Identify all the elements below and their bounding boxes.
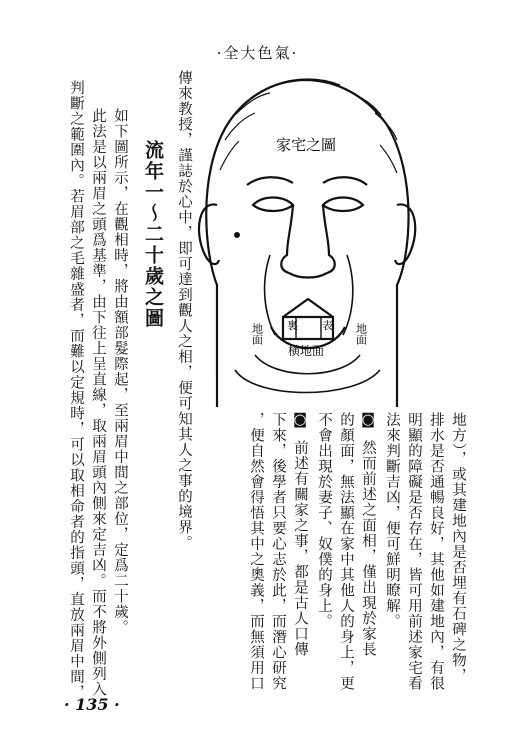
figure-label-left: 地面	[250, 323, 264, 345]
body-marker-1: ◙	[360, 412, 376, 429]
right-text-column: 傳來教授，謹誌於心中，即可達到觀人之相，便可知其人之事的境界。	[176, 70, 192, 551]
body-line-2: 排水是否通暢良好，其他如建地內，有很	[428, 412, 444, 691]
figure-label-bottom: 横地面	[287, 344, 325, 358]
figure-label-right: 地面	[354, 323, 368, 345]
body-line-9: 下來，後學者只要心志於此，而潛心研究	[270, 412, 286, 691]
body-line-3: 明顯的障礙是否存在，皆可用前述家宅看	[406, 412, 422, 691]
lower-line-2: 此法是以兩眉之頭爲基準，由下往上呈直線，取兩眉頭內側來定吉凶。而不將外側列入	[90, 108, 106, 697]
lower-line-1: 如下圖所示，在觀相時，將由額部髮際起，至兩眉中間之部位，定爲二十歲。	[112, 108, 128, 635]
figure-title: 家宅之圖	[275, 136, 337, 154]
body-marker-2: ◙	[292, 412, 308, 429]
face-illustration	[175, 55, 437, 410]
figure-label-inner: 裏	[287, 319, 298, 332]
body-line-4: 法來判斷吉凶，便可鮮明瞭解。	[384, 412, 400, 629]
figure-label-outer: 表	[322, 319, 333, 332]
page-number: · 135 ·	[64, 695, 120, 714]
body-line-5: 然而前述之面相，僅出現於家長	[360, 440, 376, 657]
section-title: 流年一～二十歲之圖	[142, 140, 164, 329]
body-line-8: 前述有關家之事，都是古人口傳	[292, 440, 308, 657]
body-line-7: 不會出現於妻子、奴僕的身上。	[316, 412, 332, 629]
running-header: ·全大色氣·	[216, 44, 299, 62]
body-line-6: 的顏面，無法顯在家中其他人的身上，更	[338, 412, 354, 691]
lower-line-3: 判斷之範圍內。若眉部之毛雜盛者，而難以定規時，可以取相命者的指頭，直放兩眉中間，	[68, 80, 84, 700]
body-line-1: 地方），或其建地內是否埋有石碑之物，	[450, 412, 466, 684]
body-line-10: ，便自然會得悟其中之奧義，而無須用口	[248, 412, 264, 691]
